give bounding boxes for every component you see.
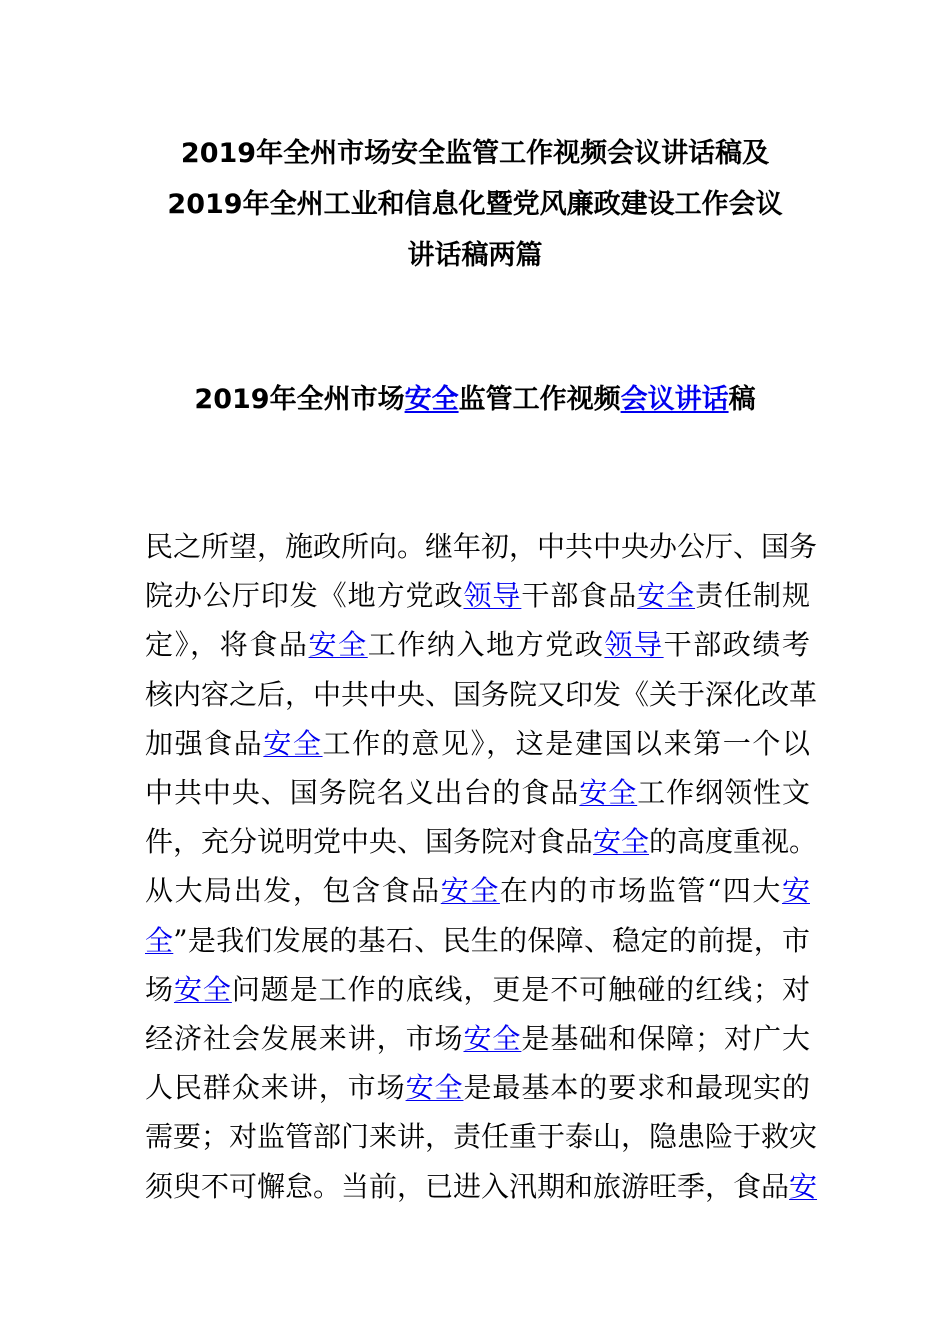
keyword-link[interactable]: 安全: [637, 579, 696, 613]
body-line: [145, 522, 818, 571]
document-title: [100, 128, 850, 281]
keyword-link[interactable]: 会议讲话: [620, 384, 729, 415]
text-segment: 干部食品: [521, 579, 638, 613]
body-line: [145, 768, 810, 817]
text-segment: 工作的意见》，这是建国以来第一个以: [322, 726, 810, 760]
text-segment: 院办公厅印发《地方党政: [145, 579, 464, 613]
text-segment: 人民群众来讲，市场: [145, 1071, 406, 1105]
keyword-link[interactable]: 安全: [405, 1071, 464, 1105]
text-segment: 需要；对监管部门来讲，责任重于泰山，隐患险于救灾: [145, 1120, 818, 1154]
text-segment: 2019年全州市场: [194, 384, 405, 415]
section-heading: [100, 378, 850, 422]
text-segment: 件，充分说明党中央、国务院对食品: [145, 825, 594, 859]
text-segment: 的高度重视。: [649, 825, 818, 859]
keyword-link[interactable]: 安全: [308, 628, 368, 662]
text-segment: 干部政绩考: [663, 628, 810, 662]
text-segment: 从大局出发，包含食品: [145, 874, 441, 908]
body-line: [145, 866, 810, 915]
body-line: [145, 817, 818, 866]
text-segment: 核内容之后，中共中央、国务院又印发《关于深化改革: [145, 677, 818, 711]
body-line: [145, 1014, 810, 1063]
text-segment: 是基础和保障；对广大: [521, 1022, 810, 1056]
body-line: [145, 620, 810, 669]
body-line: [145, 1162, 818, 1211]
body-line: [145, 1112, 818, 1161]
keyword-link[interactable]: 领导: [604, 628, 664, 662]
text-segment: 在内的市场监管“四大: [499, 874, 782, 908]
text-segment: 问题是工作的底线，更是不可触碰的红线；对: [231, 972, 810, 1006]
text-segment: 监管工作视频: [458, 384, 621, 415]
keyword-link[interactable]: 全: [145, 923, 174, 957]
title-line: 2019年全州市场安全监管工作视频会议讲话稿及: [180, 138, 770, 169]
keyword-link[interactable]: 安全: [263, 726, 323, 760]
title-line: 讲话稿两篇: [407, 240, 543, 271]
keyword-link[interactable]: 安: [781, 874, 810, 908]
text-segment: 工作纲领性文: [637, 776, 810, 810]
keyword-link[interactable]: 安: [789, 1169, 818, 1203]
body-line: [145, 670, 818, 719]
keyword-link[interactable]: 领导: [463, 579, 522, 613]
text-segment: 稿: [728, 384, 756, 415]
body-line: [145, 1063, 810, 1112]
body-line: [145, 916, 810, 965]
text-segment: ”是我们发展的基石、民生的保障、稳定的前提，市: [173, 923, 810, 957]
text-segment: 民之所望，施政所向。继年初，中共中央办公厅、国务: [145, 530, 818, 563]
text-segment: 定》，将食品: [145, 628, 309, 662]
text-segment: 责任制规: [695, 579, 810, 613]
text-segment: 加强食品: [145, 726, 264, 760]
body-line: [145, 719, 810, 768]
body-paragraph: [145, 522, 818, 1211]
text-segment: 工作纳入地方党政: [367, 628, 605, 662]
body-line: [145, 965, 810, 1014]
keyword-link[interactable]: 安全: [440, 874, 500, 908]
text-segment: 场: [145, 972, 174, 1006]
keyword-link[interactable]: 安全: [593, 825, 650, 859]
keyword-link[interactable]: 安全: [463, 1022, 522, 1056]
keyword-link[interactable]: 安全: [404, 384, 459, 415]
title-line: 2019年全州工业和信息化暨党风廉政建设工作会议: [167, 189, 783, 220]
text-segment: 是最基本的要求和最现实的: [463, 1071, 810, 1105]
text-segment: 中共中央、国务院名义出台的食品: [145, 776, 580, 810]
keyword-link[interactable]: 安全: [579, 776, 638, 810]
text-segment: 经济社会发展来讲，市场: [145, 1022, 464, 1056]
text-segment: 须臾不可懈怠。当前，已进入汛期和旅游旺季，食品: [145, 1169, 790, 1203]
keyword-link[interactable]: 安全: [173, 972, 232, 1006]
body-line: [145, 571, 810, 620]
